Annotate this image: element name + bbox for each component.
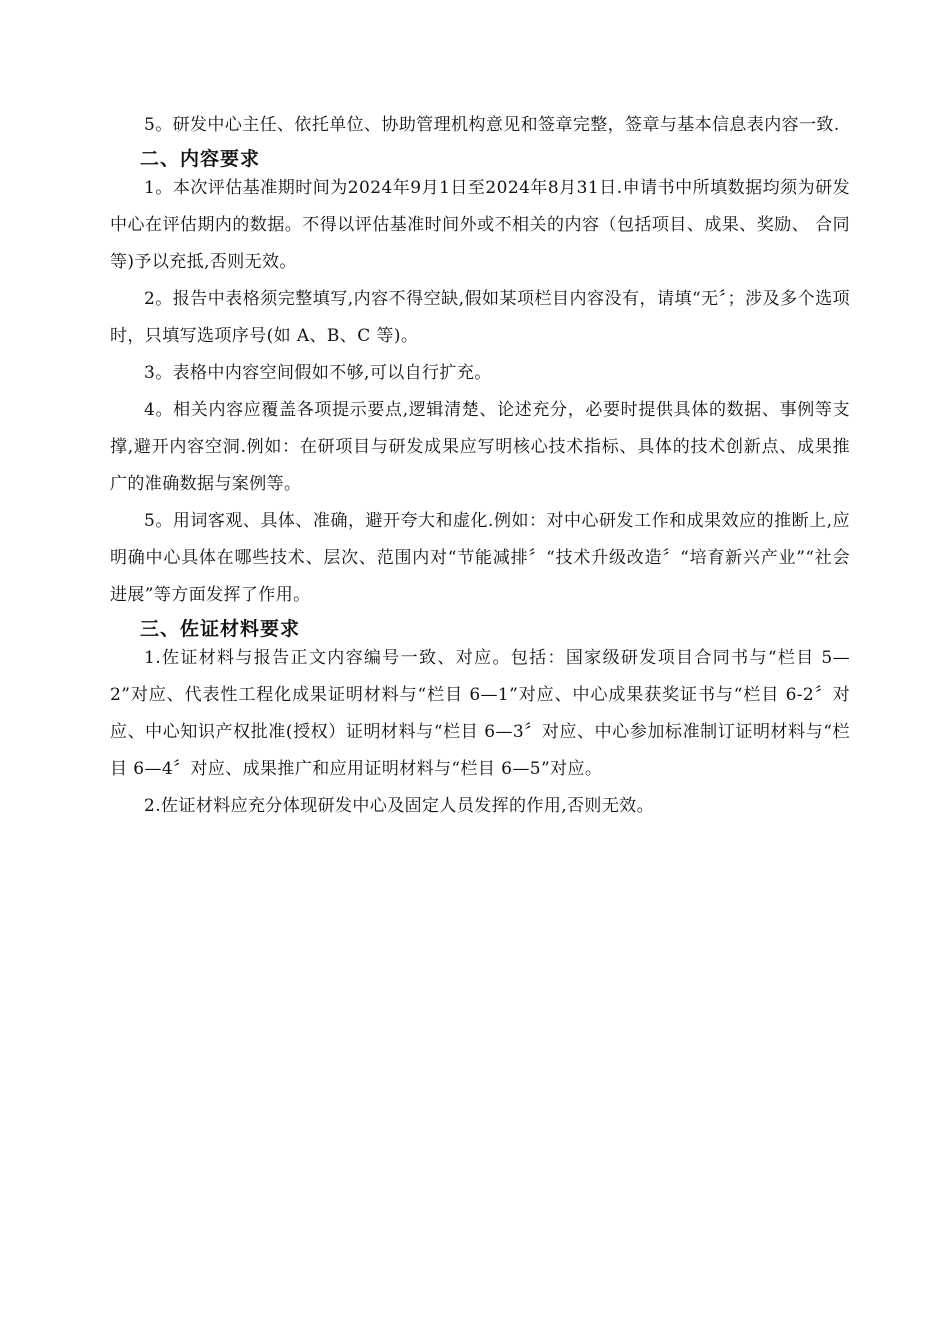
intro-item: 5。研发中心主任、依托单位、协助管理机构意见和签章完整，签章与基本信息表内容一致.	[144, 115, 840, 135]
list-item: 2。报告中表格须完整填写,内容不得空缺,假如某项栏目内容没有，请填“无〞；涉及多个选项时，只填写选项序号(如 A、B、C 等)。	[110, 289, 850, 346]
list-item: 5。用词客观、具体、准确，避开夸大和虚化.例如：对中心研发工作和成果效应的推断上,应明确中心具体在哪些技术、层次、范围内对“节能减排〞“技术升级改造〞“培育新兴产业”“社会进展”等方面发挥了作用。	[110, 511, 850, 605]
list-item: 3。表格中内容空间假如不够,可以自行扩充。	[144, 363, 492, 383]
evidence-requirements-list	[110, 640, 850, 825]
list-item: 2.佐证材料应充分体现研发中心及固定人员发挥的作用,否则无效。	[144, 796, 655, 816]
section-heading-content-requirements: 二、内容要求	[140, 148, 261, 170]
section-heading-evidence-requirements: 三、佐证材料要求	[140, 618, 301, 640]
list-item: 1.佐证材料与报告正文内容编号一致、对应。包括：国家级研发项目合同书与“栏目 5—2”对应、代表性工程化成果证明材料与“栏目 6—1”对应、中心成果获奖证书与“栏目 6-2〞对应、中心知识产权批准(授权）证明材料与“栏目 6—3〞对应、中心参加标准制订证明材料与“栏目 6—4〞对应、成果推广和应用证明材料与“栏目 6—5”对应。	[110, 648, 850, 779]
list-item: 4。相关内容应覆盖各项提示要点,逻辑清楚、论述充分，必要时提供具体的数据、事例等支撑,避开内容空洞.例如：在研项目与研发成果应写明核心技术指标、具体的技术创新点、成果推广的准确数据与案例等。	[110, 400, 850, 494]
content-requirements-list	[110, 170, 850, 614]
document-body	[110, 107, 850, 825]
list-item: 1。本次评估基准期时间为2024年9月1日至2024年8月31日.申请书中所填数据均须为研发中心在评估期内的数据。不得以评估基准时间外或不相关的内容（包括项目、成果、奖励、 合同等)予以充抵,否则无效。	[110, 178, 850, 272]
